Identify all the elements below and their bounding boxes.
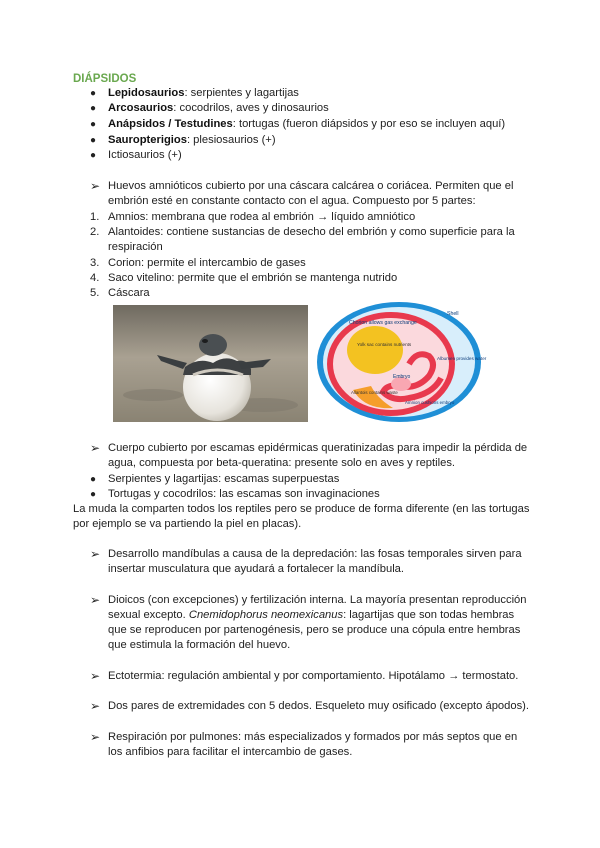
bullet-icon: ● <box>90 88 97 99</box>
paragraph-line: Dos pares de extremidades con 5 dedos. Esqueleto muy osificado (excepto ápodos). <box>108 700 530 712</box>
bullet-icon: ● <box>90 119 97 130</box>
paragraph-line: Desarrollo mandíbulas a causa de la depredación: las fosas temporales sirven para <box>108 548 522 560</box>
item-text: Serpientes y lagartijas: escamas superpuestas <box>108 473 340 485</box>
paragraph-line: embrión esté en constante contacto con el agua. Compuesto por 5 partes: <box>108 195 476 207</box>
diagram-label-allantois: Allantois contains waste <box>351 390 398 395</box>
paragraph-line: Respiración por pulmones: más especializados y formados por más septos que en <box>108 731 518 743</box>
diagram-label-embryo: Embryo <box>393 374 411 380</box>
item-text: Cáscara <box>108 287 150 299</box>
arrow-bullet-icon: ➢ <box>90 593 101 607</box>
paragraph-line: por ejemplo se va partiendo la piel en placas). <box>73 518 302 530</box>
group-desc: : plesiosaurios (+) <box>186 134 276 146</box>
arrow-bullet-icon: ➢ <box>90 441 101 455</box>
item-number: 5. <box>90 287 100 299</box>
group-desc: : tortugas (fueron diápsidos y por eso se incluyen aquí) <box>232 118 506 130</box>
diagram-label-shell: Shell <box>447 311 459 317</box>
item-text: Tortugas y cocodrilos: las escamas son invaginaciones <box>108 488 380 500</box>
group-desc: : serpientes y lagartijas <box>184 87 299 99</box>
item-number: 1. <box>90 211 100 223</box>
paragraph-line: Ectotermia: regulación ambiental y por comportamiento. Hipotálamo → termostato. <box>108 670 519 682</box>
paragraph-line: los anfibios para facilitar el intercambio de gases. <box>108 746 353 758</box>
group-desc: Ictiosaurios (+) <box>108 149 182 161</box>
bullet-icon: ● <box>90 103 97 114</box>
species-name: Cnemidophorus neomexicanus <box>188 609 344 621</box>
paragraph-line: que se reproducen por partenogénesis, pero se produce una cópula entre hembras <box>108 624 521 636</box>
paragraph-line: sexual excepto. <box>108 609 189 621</box>
arrow-bullet-icon: ➢ <box>90 179 101 193</box>
paragraph-line: : lagartijas que son todas hembras <box>343 609 515 621</box>
arrow-bullet-icon: ➢ <box>90 730 101 744</box>
amniotic-egg-diagram <box>313 298 487 424</box>
turtle-hatchling-photo <box>113 305 308 422</box>
bullet-icon: ● <box>90 474 97 485</box>
item-text: Alantoides: contiene sustancias de desecho del embrión y como superficie para la <box>108 226 515 238</box>
diagram-label-chorion: Chorion allows gas exchange <box>349 320 417 326</box>
group-name: Anápsidos / Testudines <box>108 118 233 130</box>
section-title: DIÁPSIDOS <box>73 73 137 85</box>
diagram-label-amnion: Amnion cushions embryo <box>405 400 455 405</box>
arrow-bullet-icon: ➢ <box>90 669 101 683</box>
item-number: 3. <box>90 257 100 269</box>
group-name: Lepidosaurios <box>108 87 185 99</box>
paragraph-line: Dioicos (con excepciones) y fertilización interna. La mayoría presentan reproducción <box>108 594 527 606</box>
item-number: 2. <box>90 226 100 238</box>
paragraph-line: Huevos amnióticos cubierto por una cáscara calcárea o coriácea. Permiten que el <box>108 180 514 192</box>
paragraph-line: Cuerpo cubierto por escamas epidérmicas queratinizadas para impedir la pérdida de <box>108 442 528 454</box>
bullet-icon: ● <box>90 150 97 161</box>
item-text: Amnios: membrana que rodea al embrión → líquido amniótico <box>108 211 416 223</box>
diagram-label-yolk: Yolk sac contains nutrients <box>357 342 412 347</box>
group-desc: : cocodrilos, aves y dinosaurios <box>173 102 329 114</box>
bullet-icon: ● <box>90 135 97 146</box>
bullet-icon: ● <box>90 489 97 500</box>
group-name: Sauropterigios <box>108 134 187 146</box>
item-text: respiración <box>108 241 163 253</box>
paragraph-line: que estimula la formación del huevo. <box>108 639 291 651</box>
paragraph-line: insertar musculatura que ayudará a fortalecer la mandíbula. <box>108 563 405 575</box>
arrow-bullet-icon: ➢ <box>90 547 101 561</box>
paragraph-line: La muda la comparten todos los reptiles pero se produce de forma diferente (en las tortugas <box>73 503 530 515</box>
paragraph-line: agua, compuesta por beta-queratina: presente solo en aves y reptiles. <box>108 457 456 469</box>
item-number: 4. <box>90 272 100 284</box>
arrow-bullet-icon: ➢ <box>90 699 101 713</box>
diagram-label-albumen: Albumen provides water <box>437 356 487 361</box>
group-name: Arcosaurios <box>108 102 174 114</box>
item-text: Corion: permite el intercambio de gases <box>108 257 306 269</box>
item-text: Saco vitelino: permite que el embrión se mantenga nutrido <box>108 272 398 284</box>
